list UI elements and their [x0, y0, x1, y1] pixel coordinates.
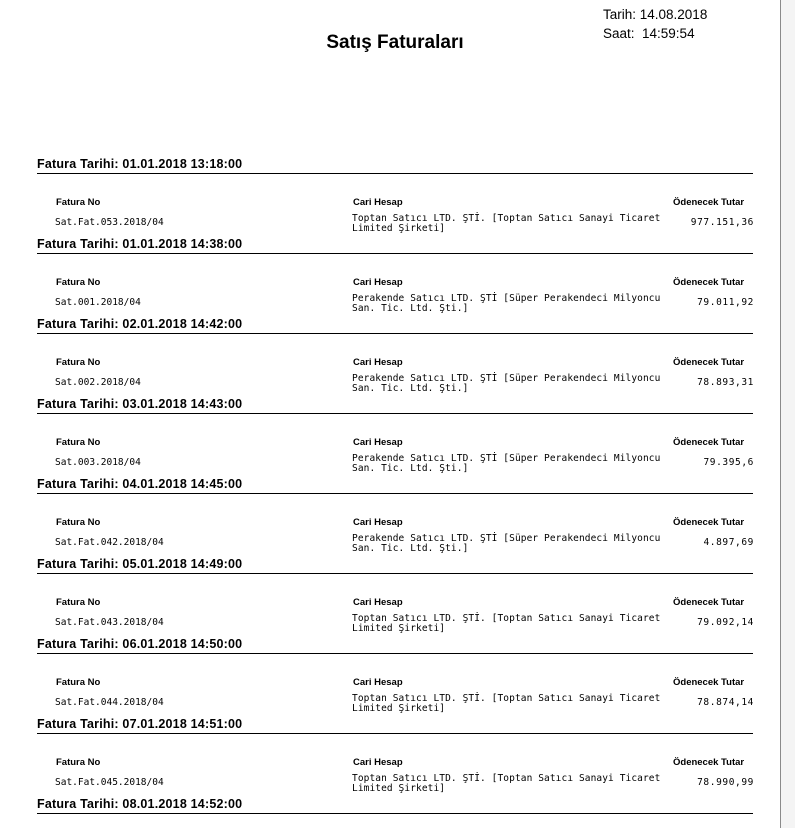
group-date-label: Fatura Tarihi: 06.01.2018 14:50:00 — [37, 637, 243, 651]
cari-hesap-header: Cari Hesap — [353, 197, 403, 208]
fatura-no-value: Sat.Fat.044.2018/04 — [55, 697, 164, 708]
cari-hesap-header: Cari Hesap — [353, 357, 403, 368]
group-header — [37, 557, 753, 574]
group-date-label: Fatura Tarihi: 04.01.2018 14:45:00 — [37, 477, 243, 491]
cari-hesap-value: Toptan Satıcı LTD. ŞTİ. [Toptan Satıcı Sanayi Ticaret Limited Şirketi] — [352, 693, 661, 714]
fatura-no-header: Fatura No — [56, 437, 101, 448]
cari-hesap-value: Perakende Satıcı LTD. ŞTİ [Süper Perakendeci Milyoncu San. Tic. Ltd. Şti.] — [352, 533, 661, 554]
fatura-no-header: Fatura No — [56, 677, 101, 688]
odenecek-tutar-value: 4.897,69 — [703, 537, 754, 548]
fatura-no-value: Sat.Fat.053.2018/04 — [55, 217, 164, 228]
odenecek-tutar-value: 78.874,14 — [697, 697, 754, 708]
odenecek-tutar-header: Ödenecek Tutar — [673, 757, 745, 768]
odenecek-tutar-header: Ödenecek Tutar — [673, 277, 745, 288]
cari-hesap-header: Cari Hesap — [353, 437, 403, 448]
fatura-no-value: Sat.Fat.045.2018/04 — [55, 777, 164, 788]
odenecek-tutar-value: 78.990,99 — [697, 777, 754, 788]
fatura-no-value: Sat.003.2018/04 — [55, 457, 141, 468]
group-header — [37, 797, 753, 814]
odenecek-tutar-header: Ödenecek Tutar — [673, 437, 745, 448]
group-date-label: Fatura Tarihi: 07.01.2018 14:51:00 — [37, 717, 243, 731]
group-header — [37, 637, 753, 654]
cari-hesap-value: Toptan Satıcı LTD. ŞTİ. [Toptan Satıcı Sanayi Ticaret Limited Şirketi] — [352, 213, 661, 234]
scrollbar[interactable] — [781, 0, 795, 828]
fatura-no-header: Fatura No — [56, 597, 101, 608]
cari-hesap-value: Perakende Satıcı LTD. ŞTİ [Süper Perakendeci Milyoncu San. Tic. Ltd. Şti.] — [352, 293, 661, 314]
group-header — [37, 317, 753, 334]
cari-hesap-header: Cari Hesap — [353, 597, 403, 608]
odenecek-tutar-value: 79.395,6 — [703, 457, 754, 468]
odenecek-tutar-value: 79.011,92 — [697, 297, 754, 308]
group-date-label: Fatura Tarihi: 08.01.2018 14:52:00 — [37, 797, 243, 811]
cari-hesap-value: Perakende Satıcı LTD. ŞTİ [Süper Perakendeci Milyoncu San. Tic. Ltd. Şti.] — [352, 373, 661, 394]
fatura-no-header: Fatura No — [56, 517, 101, 528]
fatura-no-header: Fatura No — [56, 357, 101, 368]
cari-hesap-header: Cari Hesap — [353, 757, 403, 768]
group-header — [37, 237, 753, 254]
fatura-no-value: Sat.Fat.042.2018/04 — [55, 537, 164, 548]
fatura-no-header: Fatura No — [56, 197, 101, 208]
group-date-label: Fatura Tarihi: 01.01.2018 14:38:00 — [37, 237, 243, 251]
cari-hesap-header: Cari Hesap — [353, 277, 403, 288]
odenecek-tutar-header: Ödenecek Tutar — [673, 677, 745, 688]
fatura-no-value: Sat.001.2018/04 — [55, 297, 141, 308]
cari-hesap-value: Toptan Satıcı LTD. ŞTİ. [Toptan Satıcı Sanayi Ticaret Limited Şirketi] — [352, 773, 661, 794]
fatura-no-header: Fatura No — [56, 277, 101, 288]
cari-hesap-value: Toptan Satıcı LTD. ŞTİ. [Toptan Satıcı Sanayi Ticaret Limited Şirketi] — [352, 613, 661, 634]
odenecek-tutar-header: Ödenecek Tutar — [673, 597, 745, 608]
odenecek-tutar-value: 78.893,31 — [697, 377, 754, 388]
odenecek-tutar-value: 977.151,36 — [690, 217, 754, 228]
group-date-label: Fatura Tarihi: 01.01.2018 13:18:00 — [37, 157, 243, 171]
report-date: Tarih: 14.08.2018 — [603, 7, 708, 22]
odenecek-tutar-header: Ödenecek Tutar — [673, 517, 745, 528]
group-header — [37, 157, 753, 174]
cari-hesap-header: Cari Hesap — [353, 517, 403, 528]
odenecek-tutar-header: Ödenecek Tutar — [673, 357, 745, 368]
group-header — [37, 717, 753, 734]
group-date-label: Fatura Tarihi: 03.01.2018 14:43:00 — [37, 397, 243, 411]
report-time: Saat: 14:59:54 — [603, 26, 695, 41]
page-title: Satış Faturaları — [326, 32, 464, 53]
odenecek-tutar-header: Ödenecek Tutar — [673, 197, 745, 208]
cari-hesap-header: Cari Hesap — [353, 677, 403, 688]
group-header — [37, 397, 753, 414]
fatura-no-value: Sat.002.2018/04 — [55, 377, 141, 388]
group-date-label: Fatura Tarihi: 05.01.2018 14:49:00 — [37, 557, 243, 571]
cari-hesap-value: Perakende Satıcı LTD. ŞTİ [Süper Perakendeci Milyoncu San. Tic. Ltd. Şti.] — [352, 453, 661, 474]
group-header — [37, 477, 753, 494]
group-date-label: Fatura Tarihi: 02.01.2018 14:42:00 — [37, 317, 243, 331]
fatura-no-header: Fatura No — [56, 757, 101, 768]
odenecek-tutar-value: 79.092,14 — [697, 617, 754, 628]
fatura-no-value: Sat.Fat.043.2018/04 — [55, 617, 164, 628]
